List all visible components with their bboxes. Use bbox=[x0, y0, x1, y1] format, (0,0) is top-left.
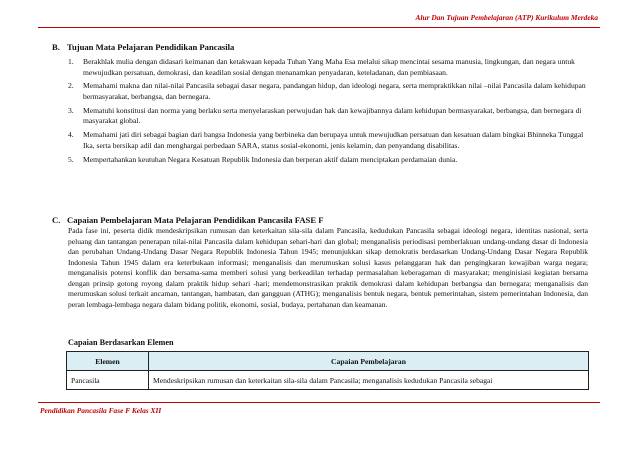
capaian-paragraph: Pada fase ini, peserta didik mendeskripsikan rumusan dan keterkaitan sila-sila dalam Pancasila, kedudukan Pancasila sebagai ideologi negara, identitas nasional, serta peluang dan tantangan penerapan nilai-nilai Pancasila dalam kehidupan sehari-hari dan global; menganalisis periodisasi pemberlakuan undang-undang dasar di Indonesia dan perubahan Undang-Undang Dasar Negara Republik Indonesia Tahun 1945; menunjukkan sikap demokratis berdasarkan Undang-Undang Dasar Negara Republik Indonesia Tahun 1945 dalam era keterbukaan informasi; menganalisis dan merumuskan solusi kasus pelanggaran hak dan pengingkaran kewajiban warga negara; menganalisis potensi konflik dan bersama-sama memberi solusi yang berkeadilan terhadap permasalahan keberagaman di masyarakat; menginisiasi kegiatan bersama dengan prinsip gotong royong dalam praktik hidup sehari -hari; mendemonstrasikan praktik demokrasi dalam kehidupan berbangsa dan bernegara; menganalisis dan merumuskan solusi terkait ancaman, tantangan, hambatan, dan gangguan (ATHG); menganalisis bentuk negara, bentuk pemerintahan, sistem pemerintahan Indonesia, dan peran lembaga-lembaga negara dalam bidang politik, ekonomi, sosial, budaya, pertahanan dan keamanan. bbox=[68, 226, 588, 309]
item-number: 2. bbox=[68, 81, 74, 91]
list-item bbox=[68, 130, 588, 151]
list-item bbox=[68, 81, 588, 102]
item-text: Mempertahankan keutuhan Negara Kesatuan Republik Indonesia dan berperan aktif dalam menciptakan perdamaian dunia. bbox=[83, 154, 458, 164]
footer-divider bbox=[38, 402, 600, 403]
capaian-table bbox=[66, 351, 589, 390]
page-footer: Pendidikan Pancasila Fase F Kelas XII bbox=[40, 406, 162, 415]
item-text: Memahami makna dan nilai-nilai Pancasila sebagai dasar negara, pandangan hidup, dan ideologi negara, serta mempraktikkan nilai –nilai Pancasila dalam kehidupan bermasyarakat, berbangsa, dan bernegara. bbox=[83, 81, 586, 101]
list-item bbox=[68, 155, 588, 166]
table-cell-capaian: Mendeskripsikan rumusan dan keterkaitan sila-sila dalam Pancasila; menganalisis kedudukan Pancasila sebagai bbox=[149, 371, 589, 390]
table-row bbox=[67, 371, 589, 390]
item-number: 3. bbox=[68, 105, 74, 115]
item-text: Memahami jati diri sebagai bagian dari bangsa Indonesia yang berbineka dan berupaya untuk mewujudkan persatuan dan kesatuan dalam bingkai Bhinneka Tunggal Ika, serta bersikap adil dan menghargai perbedaan SARA, status sosial-ekonomi, jenis kelamin, dan penyandang disabilitas. bbox=[83, 130, 584, 150]
section-c-letter: C. bbox=[52, 215, 61, 225]
table-header-row bbox=[67, 352, 589, 371]
table-cell-elemen: Pancasila bbox=[67, 371, 149, 390]
section-b-letter: B. bbox=[52, 42, 60, 52]
list-item bbox=[68, 106, 588, 127]
section-b-heading bbox=[52, 42, 234, 52]
section-b-title: Tujuan Mata Pelajaran Pendidikan Pancasila bbox=[67, 42, 235, 52]
section-c-heading bbox=[52, 215, 323, 225]
item-number: 5. bbox=[68, 154, 74, 164]
sub-heading: Capaian Berdasarkan Elemen bbox=[68, 338, 174, 347]
column-header-capaian: Capaian Pembelajaran bbox=[149, 352, 589, 371]
objectives-list bbox=[68, 57, 588, 168]
header-divider bbox=[38, 27, 600, 28]
column-header-elemen: Elemen bbox=[67, 352, 149, 371]
item-text: Berakhlak mulia dengan didasari keimanan dan ketakwaan kepada Tuhan Yang Maha Esa melalui sikap mencintai sesama manusia, lingkungan, dan negara untuk mewujudkan persatuan, demokrasi, dan keadilan sosial dengan menanamkan penyadaran, keteladanan, dan pembiasaan. bbox=[83, 57, 575, 77]
item-number: 1. bbox=[68, 57, 74, 66]
page-header: Alur Dan Tujuan Pembelajaran (ATP) Kurikulum Merdeka bbox=[415, 13, 598, 22]
list-item bbox=[68, 57, 588, 78]
item-text: Mematuhi konstitusi dan norma yang berlaku serta menyelaraskan perwujudan hak dan kewajibannya dalam kehidupan bermasyarakat, berbangsa, dan bernegara di masyarakat global. bbox=[83, 105, 582, 126]
item-number: 4. bbox=[68, 130, 74, 140]
section-c-title: Capaian Pembelajaran Mata Pelajaran Pendidikan Pancasila FASE F bbox=[67, 215, 324, 225]
